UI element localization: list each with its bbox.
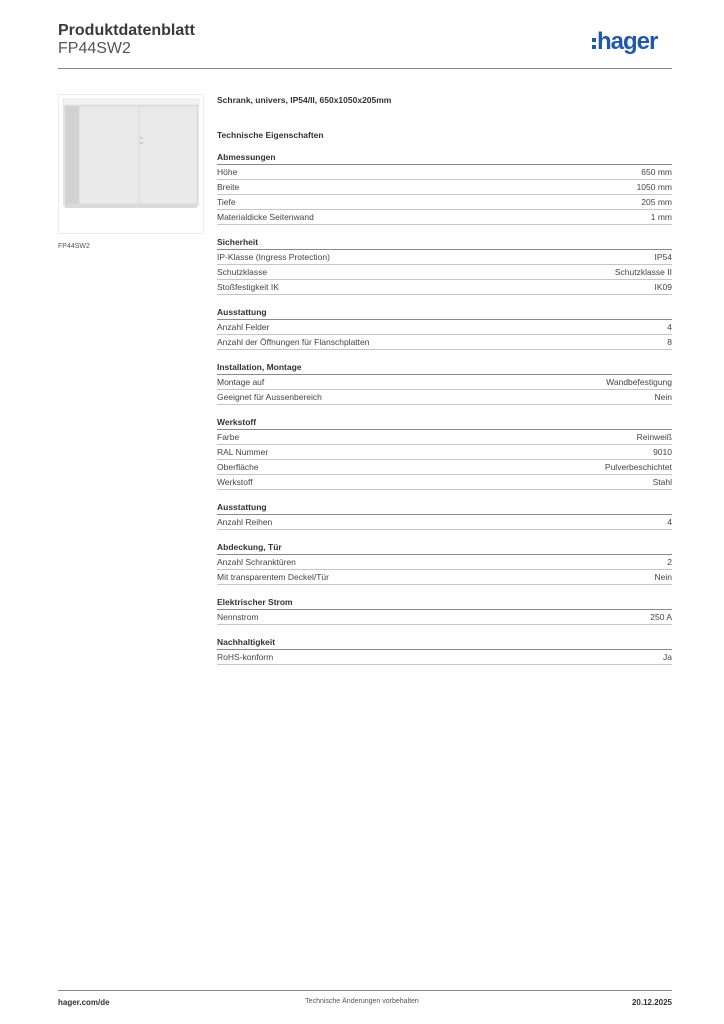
spec-row — [217, 445, 672, 460]
spec-row — [217, 335, 672, 350]
spec-label: RoHS-konform — [217, 652, 274, 662]
spec-group-title: Ausstattung — [217, 502, 672, 515]
spec-row — [217, 570, 672, 585]
spec-group-title: Sicherheit — [217, 237, 672, 250]
spec-label: Tiefe — [217, 197, 236, 207]
spec-value: 8 — [667, 337, 672, 347]
spec-group-title: Nachhaltigkeit — [217, 637, 672, 650]
spec-value: Stahl — [652, 477, 672, 487]
spec-group-title: Ausstattung — [217, 307, 672, 320]
spec-label: Montage auf — [217, 377, 265, 387]
spec-row — [217, 430, 672, 445]
spec-value: Nein — [654, 572, 672, 582]
spec-label: Anzahl der Öffnungen für Flanschplatten — [217, 337, 370, 347]
header-divider — [58, 68, 672, 69]
product-description: Schrank, univers, IP54/II, 650x1050x205mm — [217, 95, 392, 105]
spec-label: Anzahl Felder — [217, 322, 270, 332]
spec-label: Breite — [217, 182, 240, 192]
cabinet-illustration — [59, 95, 203, 233]
spec-row — [217, 475, 672, 490]
spec-row — [217, 180, 672, 195]
spec-row — [217, 165, 672, 180]
spec-row — [217, 515, 672, 530]
spec-value: 650 mm — [641, 167, 672, 177]
spec-value: Ja — [663, 652, 672, 662]
spec-label: Mit transparentem Deckel/Tür — [217, 572, 329, 582]
spec-row — [217, 210, 672, 225]
image-caption: FP44SW2 — [58, 243, 90, 250]
spec-label: Werkstoff — [217, 477, 253, 487]
spec-label: Nennstrom — [217, 612, 259, 622]
spec-value: 9010 — [653, 447, 672, 457]
spec-value: 4 — [667, 322, 672, 332]
spec-row — [217, 555, 672, 570]
spec-label: Höhe — [217, 167, 238, 177]
spec-value: Nein — [654, 392, 672, 402]
spec-row — [217, 265, 672, 280]
spec-group-title: Installation, Montage — [217, 362, 672, 375]
spec-label: Schutzklasse — [217, 267, 268, 277]
spec-group-title: Werkstoff — [217, 417, 672, 430]
spec-row — [217, 195, 672, 210]
footer-date: 20.12.2025 — [631, 998, 672, 1007]
footer-divider — [58, 990, 672, 991]
spec-value: 4 — [667, 517, 672, 527]
spec-label: Anzahl Schranktüren — [217, 557, 296, 567]
spec-value: Wandbefestigung — [606, 377, 672, 387]
spec-row — [217, 650, 672, 665]
spec-row — [217, 390, 672, 405]
spec-value: IP54 — [654, 252, 672, 262]
spec-groups — [217, 152, 672, 665]
spec-label: RAL Nummer — [217, 447, 269, 457]
spec-row — [217, 460, 672, 475]
spec-value: Reinweiß — [636, 432, 672, 442]
spec-label: Anzahl Reihen — [217, 517, 273, 527]
spec-row — [217, 250, 672, 265]
spec-label: Oberfläche — [217, 462, 259, 472]
spec-value: Pulverbeschichtet — [604, 462, 672, 472]
product-code: FP44SW2 — [58, 40, 131, 57]
spec-label: Materialdicke Seitenwand — [217, 212, 314, 222]
spec-value: 250 A — [650, 612, 672, 622]
spec-row — [217, 280, 672, 295]
spec-value: 1050 mm — [636, 182, 672, 192]
section-title: Technische Eigenschaften — [217, 130, 324, 140]
document-title: Produktdatenblatt — [58, 22, 195, 39]
spec-label: Geeignet für Aussenbereich — [217, 392, 322, 402]
footer-note: Technische Änderungen vorbehalten — [305, 998, 419, 1005]
footer-website-link[interactable]: hager.com/de — [58, 998, 110, 1007]
spec-group-title: Abdeckung, Tür — [217, 542, 672, 555]
spec-label: Stoßfestigkeit IK — [217, 282, 279, 292]
spec-row — [217, 610, 672, 625]
hager-logo[interactable] — [592, 29, 657, 55]
technical-data — [217, 95, 672, 665]
logo-colon-icon — [592, 38, 596, 49]
product-image — [58, 94, 204, 234]
spec-row — [217, 320, 672, 335]
spec-value: 2 — [667, 557, 672, 567]
spec-label: Farbe — [217, 432, 240, 442]
spec-value: 205 mm — [641, 197, 672, 207]
spec-label: IP-Klasse (Ingress Protection) — [217, 252, 330, 262]
logo-text: hager — [597, 28, 658, 55]
spec-value: Schutzklasse II — [614, 267, 672, 277]
spec-value: 1 mm — [650, 212, 672, 222]
spec-row — [217, 375, 672, 390]
spec-value: IK09 — [654, 282, 672, 292]
spec-group-title: Abmessungen — [217, 152, 672, 165]
spec-group-title: Elektrischer Strom — [217, 597, 672, 610]
